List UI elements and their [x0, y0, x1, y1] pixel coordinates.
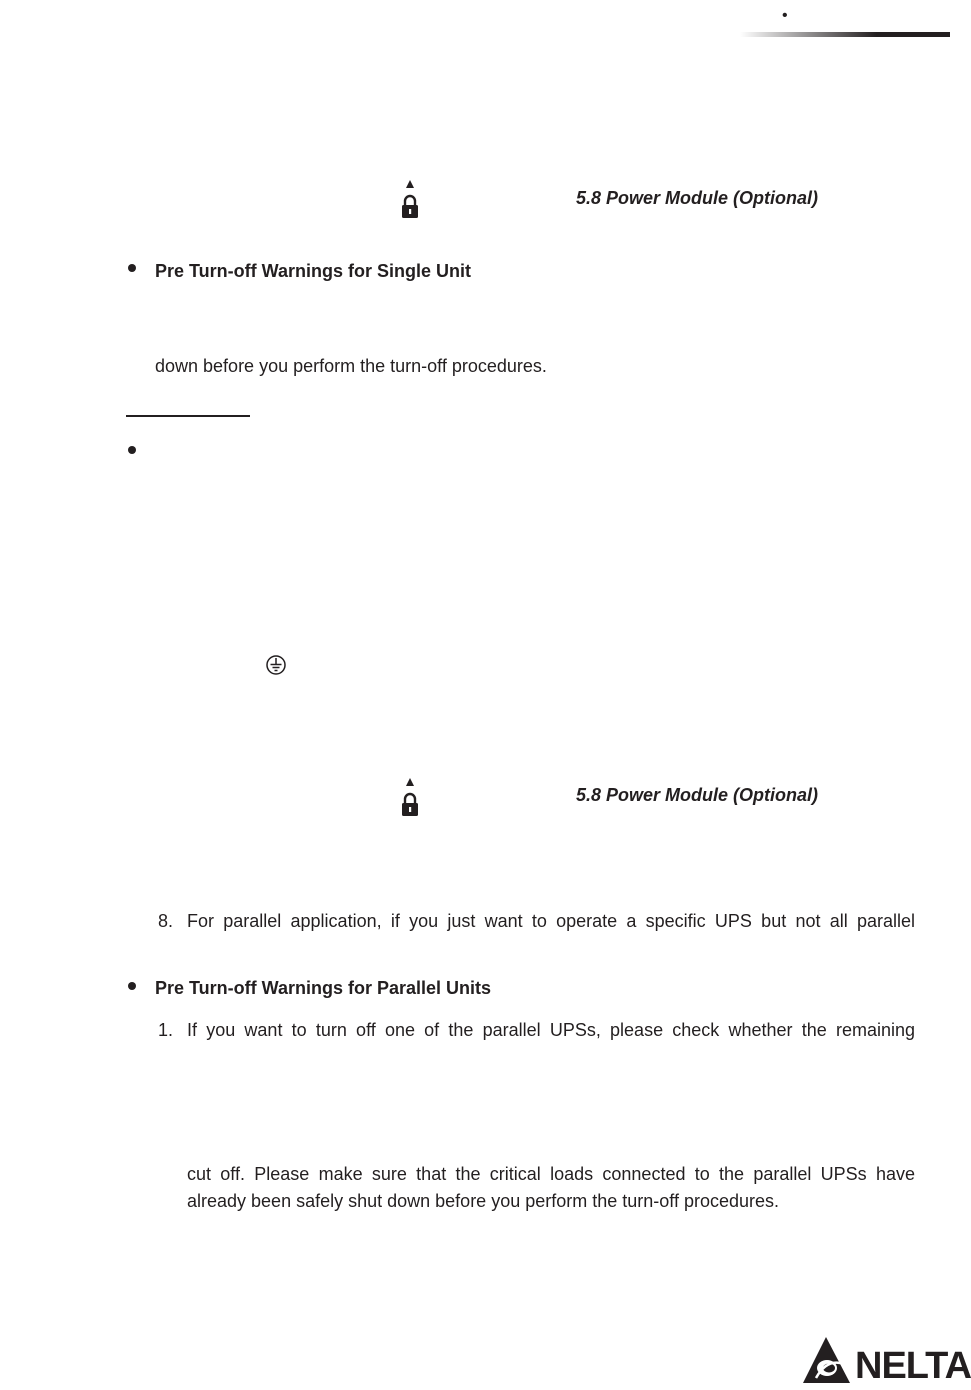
delta-logo	[800, 1334, 971, 1387]
list-number: 8.	[158, 911, 174, 931]
lock-icon	[400, 178, 420, 220]
paragraph-line: already been safely shut down before you perform the turn-off procedures.	[187, 1191, 780, 1211]
section-heading-parallel-units: Pre Turn-off Warnings for Parallel Units	[155, 978, 492, 998]
list-item-text: For parallel application, if you just want to operate a specific UPS but not all parallel	[187, 911, 915, 931]
bullet	[128, 982, 136, 990]
section-heading-single-unit: Pre Turn-off Warnings for Single Unit	[155, 261, 471, 281]
header-dot: •	[782, 7, 788, 24]
ground-icon	[265, 654, 287, 676]
section-reference: 5.8 Power Module (Optional)	[576, 785, 819, 805]
list-number: 1.	[158, 1020, 174, 1040]
bullet	[128, 264, 136, 272]
logo-wordmark: NELTA	[855, 1345, 971, 1387]
lock-icon	[400, 776, 420, 818]
header-bar	[740, 32, 950, 37]
section-reference: 5.8 Power Module (Optional)	[576, 188, 819, 208]
bullet	[128, 446, 136, 454]
section-divider	[126, 415, 250, 417]
paragraph-line: down before you perform the turn-off procedures.	[155, 356, 547, 376]
paragraph-line: cut off. Please make sure that the critical loads connected to the parallel UPSs have	[187, 1164, 915, 1184]
list-item-text: If you want to turn off one of the parallel UPSs, please check whether the remaining	[187, 1020, 915, 1040]
